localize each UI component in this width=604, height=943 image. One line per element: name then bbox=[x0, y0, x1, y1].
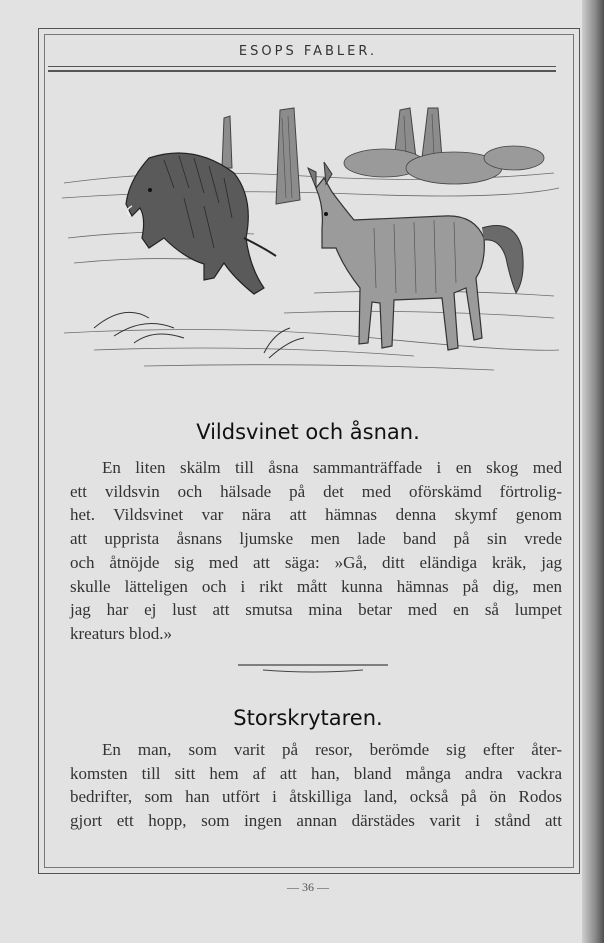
text-line: het. Vildsvinet var nära att hämnas denna skymf genom bbox=[70, 505, 562, 525]
text-line: bedrifter, som han utfört i åtskilliga land, också på ön Rodos bbox=[70, 787, 562, 807]
text-line: komsten till sitt hem af att han, bland många andra vackra bbox=[70, 763, 562, 783]
text-line: att upprista åsnans ljumske men lade band på sin vrede bbox=[70, 529, 562, 549]
header-rule-thick bbox=[48, 70, 556, 72]
page-number: — 36 — bbox=[287, 880, 329, 894]
text-line: ett vildsvin och hälsade på det med oförskämd förtrolig- bbox=[70, 481, 562, 501]
text-line: skulle lätteligen och i rikt mått kunna hämnas på dig, men bbox=[70, 576, 562, 596]
text-line: gjort ett hopp, som ingen annan därstädes varit i stånd att bbox=[70, 811, 562, 831]
fable-title-vildsvinet: Vildsvinet och åsnan. bbox=[196, 420, 420, 444]
running-head: ESOPS FABLER. bbox=[238, 44, 378, 59]
fable-text-storskrytaren bbox=[70, 738, 562, 833]
text-line: jag har ej lust att smutsa mina betar med en så lumpet bbox=[70, 600, 562, 620]
text-line: En liten skälm till åsna sammanträffade i en skog med bbox=[102, 458, 562, 477]
text-line: och åtnöjde sig med att säga: »Gå, ditt eländiga kräk, jag bbox=[70, 552, 562, 572]
fable-text-vildsvinet bbox=[70, 456, 562, 646]
text-line: En man, som varit på resor, berömde sig efter åter- bbox=[102, 740, 562, 759]
boar-and-donkey-illustration bbox=[54, 88, 564, 388]
header-rule bbox=[48, 66, 556, 67]
fable-title-storskrytaren: Storskrytaren. bbox=[233, 706, 383, 730]
section-divider-ornament bbox=[238, 660, 388, 676]
page-edge-shadow bbox=[582, 0, 604, 943]
text-line: kreaturs blod.» bbox=[70, 623, 172, 643]
